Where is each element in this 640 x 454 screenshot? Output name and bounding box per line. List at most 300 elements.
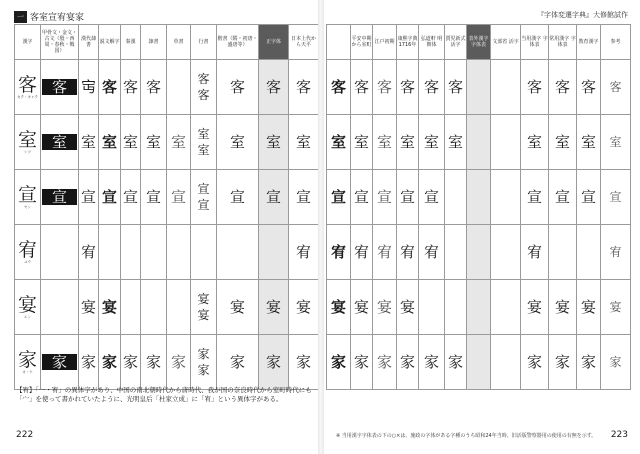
glyph: 宣 (353, 188, 369, 206)
glyph-cell (467, 60, 491, 115)
glyph-cell (79, 280, 99, 335)
glyph: 宴 (265, 298, 281, 316)
glyph-cell (41, 335, 79, 390)
glyph: 客 (295, 78, 311, 96)
glyph: 宥 (376, 243, 392, 261)
running-head: 『字体変遷字典』大修館試作 (537, 11, 628, 19)
glyph-cell (141, 280, 167, 335)
glyph-cell (259, 60, 289, 115)
left-table-row (15, 170, 319, 225)
glyph: 家 (423, 353, 439, 371)
book-gutter (318, 0, 324, 454)
glyph: 家 (170, 353, 186, 371)
glyph-cell (577, 225, 601, 280)
right-character-table (326, 24, 631, 390)
glyph: 家 (554, 353, 570, 371)
glyph: 室 (330, 133, 346, 151)
glyph-cell (373, 60, 397, 115)
glyph: 宥 (526, 243, 542, 261)
glyph-cell (445, 170, 467, 225)
glyph: 宣 (295, 188, 311, 206)
glyph-cell (217, 170, 259, 225)
glyph: 宣 (526, 188, 542, 206)
glyph-cell (549, 335, 577, 390)
glyph-cell (351, 280, 373, 335)
glyph: 客 (554, 78, 570, 96)
glyph-cell (41, 115, 79, 170)
head-character: 室 (17, 128, 37, 151)
left-character-table (14, 24, 319, 390)
glyph-cell (167, 225, 191, 280)
reference-glyph: 客 (609, 80, 622, 94)
glyph-cell (521, 280, 549, 335)
glyph-cell (141, 115, 167, 170)
reading: カク・キャク (17, 94, 38, 99)
head-character: 宥 (17, 238, 37, 261)
glyph: 宥 (80, 243, 96, 261)
glyph: 宣 (580, 188, 596, 206)
glyph-cell (467, 170, 491, 225)
glyph-cell (419, 335, 445, 390)
glyph: 宴 (353, 298, 369, 316)
glyph: 家 (80, 353, 96, 371)
glyph: 宴 (229, 298, 245, 316)
glyph: 室 (122, 133, 138, 151)
head-character-cell (15, 335, 41, 390)
glyph: 室 (423, 133, 439, 151)
reference-cell (601, 225, 631, 280)
reference-glyph: 宣 (609, 190, 622, 204)
left-header-cell: 行書 (191, 25, 217, 60)
glyph-cell (397, 115, 419, 170)
glyph-cell (467, 115, 491, 170)
glyph-cell (445, 280, 467, 335)
glyph-cell (397, 280, 419, 335)
glyph: 室 (197, 143, 210, 157)
glyph: 家 (330, 353, 346, 371)
glyph: 客 (101, 78, 117, 96)
glyph-cell (419, 115, 445, 170)
right-header-cell: 常用漢字 字体表 (549, 25, 577, 60)
reference-cell (601, 60, 631, 115)
head-character: 客 (17, 73, 37, 96)
glyph-cell (41, 280, 79, 335)
glyph-cell (259, 335, 289, 390)
glyph-cell (79, 225, 99, 280)
left-header-cell: 楷書（隋・初唐・盛唐等） (217, 25, 259, 60)
glyph-cell (191, 170, 217, 225)
glyph: 室 (376, 133, 392, 151)
glyph-cell (491, 115, 521, 170)
glyph-cell (191, 225, 217, 280)
right-header-cell: 弘道軒 明朝体 (419, 25, 445, 60)
right-table-row (327, 60, 631, 115)
glyph-cell (521, 170, 549, 225)
glyph: 宣 (229, 188, 245, 206)
glyph-cell (141, 60, 167, 115)
right-header-cell: 文部省 活字 (491, 25, 521, 60)
left-header-cell: 甲骨文・金文・古文（殷・西周・春秋・戦国） (41, 25, 79, 60)
glyph-cell (259, 280, 289, 335)
left-header-cell: 漢代隷書 (79, 25, 99, 60)
glyph: 客 (229, 78, 245, 96)
glyph: 室 (229, 133, 245, 151)
glyph-cell (121, 335, 141, 390)
glyph: 宣 (122, 188, 138, 206)
reading: シツ (24, 149, 31, 154)
glyph-cell (191, 280, 217, 335)
glyph: 家 (42, 354, 77, 370)
glyph: 客 (122, 78, 138, 96)
glyph: 宣 (197, 182, 210, 196)
glyph: 室 (197, 127, 210, 141)
glyph-cell (467, 280, 491, 335)
glyph-cell (419, 280, 445, 335)
glyph-cell (121, 115, 141, 170)
glyph-cell (327, 170, 351, 225)
glyph-cell (467, 225, 491, 280)
reading: セン (24, 204, 31, 209)
glyph-cell (327, 280, 351, 335)
glyph-cell (41, 60, 79, 115)
glyph-cell (351, 170, 373, 225)
glyph-cell (99, 170, 121, 225)
glyph: 宴 (295, 298, 311, 316)
glyph-cell (79, 115, 99, 170)
glyph-cell (99, 335, 121, 390)
glyph-cell (373, 280, 397, 335)
glyph-cell (397, 335, 419, 390)
head-character-cell (15, 60, 41, 115)
glyph-cell (521, 335, 549, 390)
reference-cell (601, 170, 631, 225)
glyph-cell (445, 225, 467, 280)
glyph: 宣 (399, 188, 415, 206)
glyph-cell (167, 335, 191, 390)
glyph-cell (167, 280, 191, 335)
left-header-cell: 草書 (167, 25, 191, 60)
glyph-cell (217, 60, 259, 115)
glyph-cell (141, 170, 167, 225)
left-table-row (15, 115, 319, 170)
glyph-cell (351, 335, 373, 390)
glyph: 宴 (330, 298, 346, 316)
glyph-cell (445, 60, 467, 115)
glyph: 宴 (554, 298, 570, 316)
glyph-cell (351, 60, 373, 115)
glyph: 客 (197, 88, 210, 102)
glyph-cell (289, 280, 319, 335)
glyph: 室 (447, 133, 463, 151)
reading: エン (24, 314, 31, 319)
glyph: 室 (170, 133, 186, 151)
glyph: 家 (399, 353, 415, 371)
glyph-cell (373, 115, 397, 170)
reading: カ・ケ (22, 369, 33, 374)
glyph-cell (141, 335, 167, 390)
glyph: 宣 (42, 189, 77, 205)
right-header-cell: 参考 (601, 25, 631, 60)
glyph-cell (99, 60, 121, 115)
left-page (14, 0, 318, 454)
glyph: 宣 (423, 188, 439, 206)
glyph-cell (121, 60, 141, 115)
glyph-cell (373, 225, 397, 280)
glyph-cell (99, 225, 121, 280)
glyph-cell (167, 115, 191, 170)
head-character-cell (15, 170, 41, 225)
left-table-row (15, 280, 319, 335)
glyph: 宣 (145, 188, 161, 206)
glyph-cell (167, 170, 191, 225)
right-table-row (327, 225, 631, 280)
glyph: 家 (229, 353, 245, 371)
glyph-cell (491, 335, 521, 390)
glyph: 宣 (554, 188, 570, 206)
glyph-cell (419, 225, 445, 280)
right-page (326, 0, 630, 454)
head-character: 家 (17, 348, 37, 371)
glyph: 客 (423, 78, 439, 96)
head-character-cell (15, 225, 41, 280)
glyph: 宣 (80, 188, 96, 206)
glyph: 宴 (101, 298, 117, 316)
glyph-cell (217, 335, 259, 390)
glyph-cell (79, 335, 99, 390)
glyph: 室 (353, 133, 369, 151)
reference-glyph: 家 (609, 355, 622, 369)
glyph: 宥 (330, 243, 346, 261)
glyph-cell (99, 280, 121, 335)
glyph-cell (327, 335, 351, 390)
glyph: 室 (80, 133, 96, 151)
left-header-row (15, 25, 319, 60)
glyph: 宴 (399, 298, 415, 316)
glyph: 家 (376, 353, 392, 371)
glyph-cell (491, 170, 521, 225)
glyph-cell (521, 60, 549, 115)
glyph: 𡧍 (80, 78, 96, 96)
glyph: 宴 (80, 298, 96, 316)
right-header-cell: 当用漢字 字体表 (521, 25, 549, 60)
glyph-cell (327, 115, 351, 170)
glyph-cell (217, 225, 259, 280)
glyph: 家 (353, 353, 369, 371)
page-number-left: 222 (16, 430, 34, 440)
glyph-cell (191, 60, 217, 115)
glyph-cell (521, 225, 549, 280)
glyph: 家 (265, 353, 281, 371)
glyph-cell (467, 335, 491, 390)
glyph: 客 (145, 78, 161, 96)
chapter-title: 客室宣宥宴家 (30, 13, 85, 23)
glyph: 家 (197, 347, 210, 361)
glyph-cell (351, 225, 373, 280)
glyph-cell (289, 115, 319, 170)
chapter-heading (14, 10, 84, 23)
glyph-cell (491, 225, 521, 280)
glyph: 家 (526, 353, 542, 371)
footnote: 【宥】「一・宥」の異体字があり、中国の南北朝時代から唐時代、我が国の奈良時代から室町時代にも「宀」を使って書かれていたように、光明皇后「杜家立成」に「宥」という異体字がある。 (16, 386, 312, 403)
glyph: 宣 (265, 188, 281, 206)
left-table-row (15, 60, 319, 115)
right-table-row (327, 115, 631, 170)
glyph-cell (491, 60, 521, 115)
glyph-cell (445, 335, 467, 390)
glyph-cell (217, 280, 259, 335)
reference-cell (601, 115, 631, 170)
glyph-cell (549, 115, 577, 170)
glyph-cell (217, 115, 259, 170)
glyph: 室 (265, 133, 281, 151)
glyph: 客 (526, 78, 542, 96)
glyph: 室 (580, 133, 596, 151)
reference-cell (601, 335, 631, 390)
glyph: 家 (447, 353, 463, 371)
glyph: 家 (145, 353, 161, 371)
head-character-cell (15, 115, 41, 170)
reference-cell (601, 280, 631, 335)
glyph-cell (121, 280, 141, 335)
glyph: 室 (295, 133, 311, 151)
glyph: 宣 (197, 198, 210, 212)
glyph-cell (99, 115, 121, 170)
glyph: 宣 (101, 188, 117, 206)
right-header-cell: 教育漢字 (577, 25, 601, 60)
glyph-cell (549, 170, 577, 225)
glyph-cell (121, 225, 141, 280)
glyph-cell (549, 60, 577, 115)
glyph-cell (577, 280, 601, 335)
left-header-cell: 日本上代から天平 (289, 25, 319, 60)
glyph-cell (289, 335, 319, 390)
glyph-cell (397, 60, 419, 115)
head-character-cell (15, 280, 41, 335)
glyph: 家 (580, 353, 596, 371)
glyph: 室 (526, 133, 542, 151)
left-header-cell: 正字体 (259, 25, 289, 60)
glyph-cell (167, 60, 191, 115)
left-header-cell: 秦漢 (121, 25, 141, 60)
glyph: 客 (197, 72, 210, 86)
glyph: 宴 (376, 298, 392, 316)
bottom-note: ※ 当用漢字字体表の下の○×は、施政の字体がある字種のうち昭和24年当時、旧活版警察器用の使用の有無を示す。 (336, 433, 597, 439)
glyph: 宥 (423, 243, 439, 261)
glyph: 室 (42, 134, 77, 150)
glyph: 宴 (197, 292, 210, 306)
glyph: 宴 (197, 308, 210, 322)
glyph-cell (419, 60, 445, 115)
glyph-cell (549, 280, 577, 335)
glyph: 客 (376, 78, 392, 96)
glyph-cell (259, 170, 289, 225)
glyph-cell (373, 170, 397, 225)
glyph-cell (419, 170, 445, 225)
glyph-cell (191, 115, 217, 170)
glyph: 宥 (399, 243, 415, 261)
glyph: 客 (447, 78, 463, 96)
glyph: 客 (399, 78, 415, 96)
reference-glyph: 宴 (609, 300, 622, 314)
glyph-cell (121, 170, 141, 225)
glyph-cell (549, 225, 577, 280)
glyph: 客 (330, 78, 346, 96)
glyph: 宥 (295, 243, 311, 261)
glyph: 客 (265, 78, 281, 96)
glyph-cell (577, 335, 601, 390)
left-header-cell: 漢字 (15, 25, 41, 60)
glyph-cell (521, 115, 549, 170)
glyph-cell (259, 115, 289, 170)
reference-glyph: 室 (609, 135, 622, 149)
glyph: 客 (353, 78, 369, 96)
head-character: 宣 (17, 183, 37, 206)
left-header-cell: 説文解字 (99, 25, 121, 60)
glyph-cell (41, 170, 79, 225)
glyph-cell (327, 225, 351, 280)
right-table-row (327, 170, 631, 225)
glyph: 室 (399, 133, 415, 151)
glyph-cell (351, 115, 373, 170)
right-header-cell: 表外漢字 字体表 (467, 25, 491, 60)
glyph: 宣 (376, 188, 392, 206)
right-header-cell: 江戸初期 (373, 25, 397, 60)
glyph-cell (289, 60, 319, 115)
glyph-cell (327, 60, 351, 115)
right-table-row (327, 335, 631, 390)
right-table-row (327, 280, 631, 335)
right-header-cell: 賈児新式 活字 (445, 25, 467, 60)
reading: ユウ (24, 259, 31, 264)
glyph: 宣 (330, 188, 346, 206)
right-header-row (327, 25, 631, 60)
page-number-right: 223 (610, 430, 628, 440)
glyph-cell (577, 60, 601, 115)
glyph-cell (191, 335, 217, 390)
glyph-cell (289, 170, 319, 225)
glyph-cell (79, 60, 99, 115)
left-header-cell: 隷書 (141, 25, 167, 60)
glyph: 宥 (353, 243, 369, 261)
glyph: 客 (580, 78, 596, 96)
chapter-number-badge: 一 (14, 11, 27, 23)
glyph-cell (373, 335, 397, 390)
glyph-cell (397, 225, 419, 280)
glyph: 宣 (170, 188, 186, 206)
glyph-cell (289, 225, 319, 280)
right-header-cell: 平安中期から室町 (351, 25, 373, 60)
left-table-row (15, 335, 319, 390)
glyph: 室 (101, 133, 117, 151)
glyph-cell (259, 225, 289, 280)
glyph-cell (577, 115, 601, 170)
glyph: 家 (101, 353, 117, 371)
glyph: 室 (145, 133, 161, 151)
right-header-cell: 康熙字典 1716年 (397, 25, 419, 60)
glyph-cell (577, 170, 601, 225)
glyph: 客 (42, 79, 77, 95)
glyph: 家 (197, 363, 210, 377)
glyph-cell (79, 170, 99, 225)
left-table-row (15, 225, 319, 280)
glyph: 宴 (580, 298, 596, 316)
glyph-cell (397, 170, 419, 225)
glyph: 宴 (526, 298, 542, 316)
glyph: 家 (122, 353, 138, 371)
glyph-cell (41, 225, 79, 280)
head-character: 宴 (17, 293, 37, 316)
glyph: 家 (295, 353, 311, 371)
